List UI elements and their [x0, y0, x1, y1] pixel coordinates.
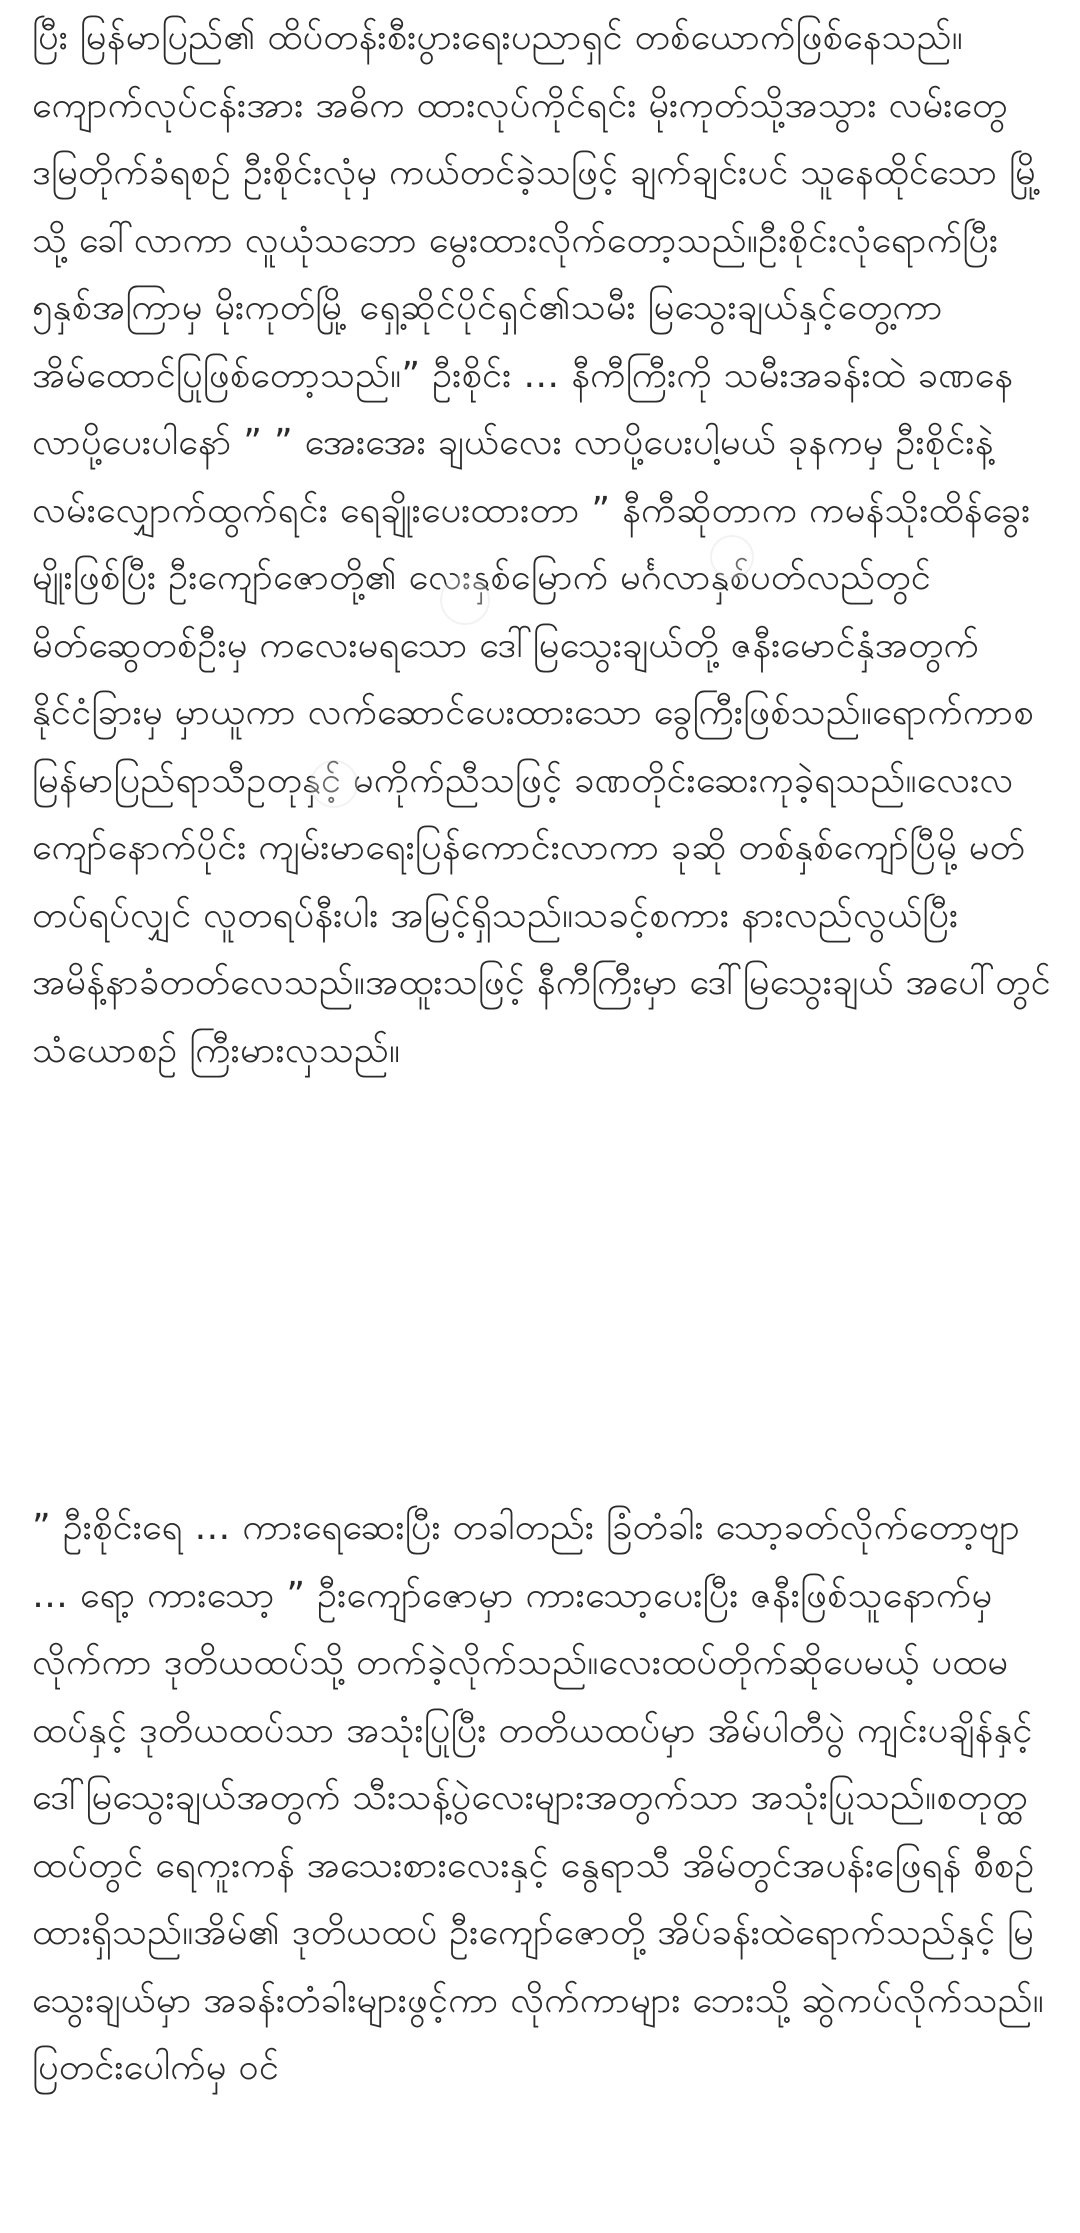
watermark-dot-icon — [440, 575, 490, 625]
watermark-dot-icon — [710, 535, 754, 579]
watermark-dot-icon — [310, 760, 358, 808]
article-paragraph-2: ” ဦးစိုင်းရေ … ကားရေဆေးပြီး တခါတည်း ခြံတံခါး သော့ခတ်လိုက်တော့ဗျာ … ရော့ ကားသော့ ” ဦးကျော်ဇောမှာ ကားသော့ပေးပြီး ဇနီးဖြစ်သူနောက်မှ လိုက်ကာ ဒုတိယထပ်သို့ တက်ခဲ့လိုက်သည်။လေးထပ်တိုက်ဆိုပေမယ့် ပထမထပ်နှင့် ဒုတိယထပ်သာ အသုံးပြုပြီး တတိယထပ်မှာ အိမ်ပါတီပွဲ ကျင်းပချိန်နှင့် ဒေါ်မြသွေးချယ်အတွက် သီးသန့်ပွဲလေးများအတွက်သာ အသုံးပြုသည်။စတုတ္ထထပ်တွင် ရေကူးကန် အသေးစားလေးနှင့် နွေရာသီ အိမ်တွင်အပန်းဖြေရန် စီစဉ်ထားရှိသည်။အိမ်၏ ဒုတိယထပ် ဦးကျော်ဇောတို့ အိပ်ခန်းထဲရောက်သည်နှင့် မြသွေးချယ်မှာ အခန်းတံခါးများဖွင့်ကာ လိုက်ကာများ ဘေးသို့ ဆွဲကပ်လိုက်သည်။ပြတင်းပေါက်မှ ဝင် — [32, 1507, 1044, 2088]
article-paragraph-1: ပြီး မြန်မာပြည်၏ ထိပ်တန်းစီးပွားရေးပညာရှင် တစ်ယောက်ဖြစ်နေသည်။ကျောက်လုပ်ငန်းအား အဓိက ထားလုပ်ကိုင်ရင်း မိုးကုတ်သို့အသွား လမ်းတွေ ဒမြတိုက်ခံရစဉ် ဦးစိုင်းလုံမှ ကယ်တင်ခဲ့သဖြင့် ချက်ချင်းပင် သူနေထိုင်သော မြို့သို့ ခေါ်လာကာ လူယုံသဘော မွေးထားလိုက်တော့သည်။ဦးစိုင်းလုံရောက်ပြီး ၅နှစ်အကြာမှ မိုးကုတ်မြို့ ရှေ့ဆိုင်ပိုင်ရှင်၏သမီး မြသွေးချယ်နှင့်တွေ့ကာ အိမ်ထောင်ပြုဖြစ်တော့သည်။” ဦးစိုင်း … နီကီကြီးကို သမီးအခန်းထဲ ခဏနေ လာပို့ပေးပါနော် ” ” အေးအေး ချယ်လေး လာပို့ပေးပါ့မယ် ခုနကမှ ဦးစိုင်းနဲ့ လမ်းလျှောက်ထွက်ရင်း ရေချိုးပေးထားတာ ” နီကီဆိုတာက ကမန်သိုးထိန်ခွေးမျိုးဖြစ်ပြီး ဦးကျော်ဇောတို့၏ လေးနှစ်မြောက် မင်္ဂလာနှစ်ပတ်လည်တွင် မိတ်ဆွေတစ်ဦးမှ ကလေးမရသော ဒေါ်မြသွေးချယ်တို့ ဇနီးမောင်နှံအတွက် နိုင်ငံခြားမှ မှာယူကာ လက်ဆောင်ပေးထားသော ခွေကြီးဖြစ်သည်။ရောက်ကာစ မြန်မာပြည်ရာသီဥတုနှင့် မကိုက်ညီသဖြင့် ခဏတိုင်းဆေးကုခဲ့ရသည်။လေးလကျော်နောက်ပိုင်း ကျမ်းမာရေးပြန်ကောင်းလာကာ ခုဆို တစ်နှစ်ကျော်ပြီမို့ မတ်တပ်ရပ်လျှင် လူတရပ်နီးပါး အမြင့်ရှိသည်။သခင့်စကား နားလည်လွယ်ပြီး အမိန့်နာခံတတ်လေသည်။အထူးသဖြင့် နီကီကြီးမှာ ဒေါ်မြသွေးချယ် အပေါ်တွင် သံယောစဉ် ကြီးမားလှသည်။ — [32, 17, 1051, 1071]
